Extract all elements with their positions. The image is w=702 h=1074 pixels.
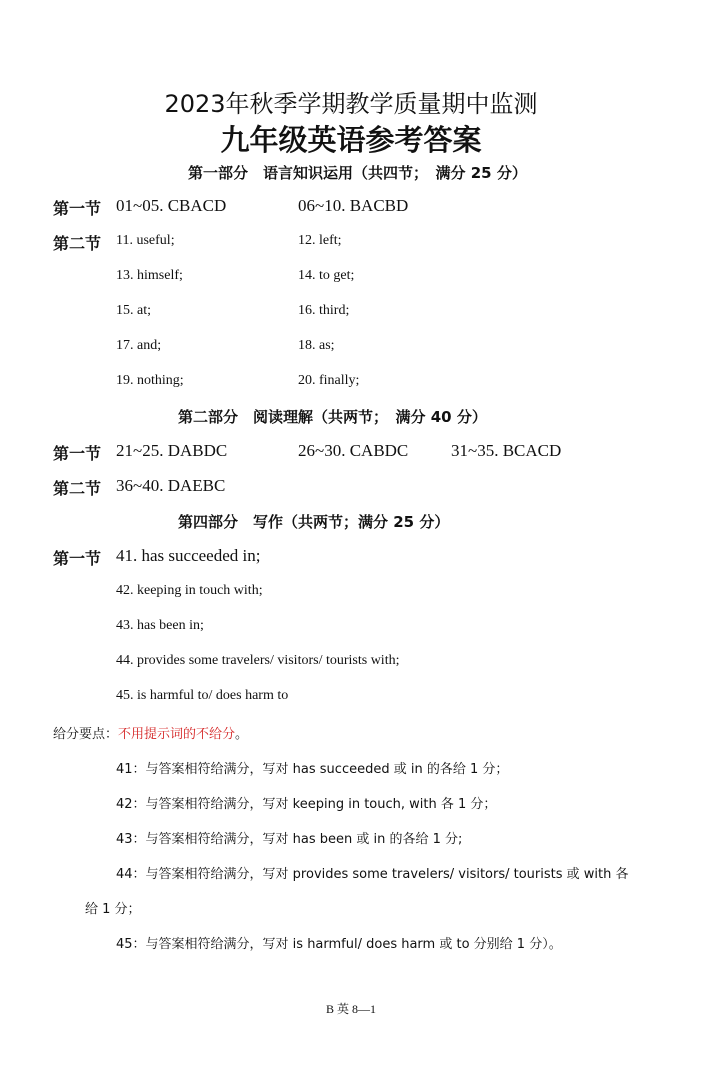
part2-heading: 第二部分 阅读理解（共两节； 满分 40 分） bbox=[178, 408, 487, 426]
item-20: 20. finally; bbox=[298, 373, 360, 388]
answer-01-05: 01~05. CBACD bbox=[116, 196, 227, 215]
scoring-line-44: 44：与答案相符给满分，写对 provides some travelers/ visitors/ tourists 或 with 各 bbox=[116, 867, 629, 882]
scoring-tail: 。 bbox=[235, 727, 249, 742]
item-13: 13. himself; bbox=[116, 268, 183, 283]
scoring-line-41: 41：与答案相符给满分，写对 has succeeded 或 in 的各给 1 分； bbox=[116, 762, 509, 777]
scoring-line-44-cont: 给 1 分； bbox=[85, 902, 141, 917]
part1-section2-label: 第二节 bbox=[53, 234, 102, 253]
item-15: 15. at; bbox=[116, 303, 151, 318]
item-18: 18. as; bbox=[298, 338, 335, 353]
scoring-header bbox=[53, 723, 248, 742]
scoring-line-43: 43：与答案相符给满分，写对 has been 或 in 的各给 1 分; bbox=[116, 832, 463, 847]
item-44: 44. provides some travelers/ visitors/ tourists with; bbox=[116, 653, 400, 668]
item-16: 16. third; bbox=[298, 303, 350, 318]
item-43: 43. has been in; bbox=[116, 618, 204, 633]
answer-31-35: 31~35. BCACD bbox=[451, 441, 562, 460]
part2-section1-label: 第一节 bbox=[53, 444, 102, 463]
part4-section1-label: 第一节 bbox=[53, 549, 102, 568]
scoring-label: 给分要点： bbox=[53, 727, 119, 742]
item-19: 19. nothing; bbox=[116, 373, 184, 388]
title-line1: 2023年秋季学期教学质量期中监测 bbox=[164, 90, 538, 118]
item-41: 41. has succeeded in; bbox=[116, 546, 261, 565]
part1-section1-label: 第一节 bbox=[53, 199, 102, 218]
page-footer: B 英 8—1 bbox=[325, 1002, 376, 1016]
item-45: 45. is harmful to/ does harm to bbox=[116, 688, 289, 703]
item-17: 17. and; bbox=[116, 338, 162, 353]
item-42: 42. keeping in touch with; bbox=[116, 583, 263, 598]
scoring-highlight: 不用提示词的不给分 bbox=[118, 727, 236, 742]
item-11: 11. useful; bbox=[116, 233, 175, 248]
title-line2: 九年级英语参考答案 bbox=[220, 123, 482, 157]
item-12: 12. left; bbox=[298, 233, 342, 248]
scoring-line-42: 42：与答案相符给满分，写对 keeping in touch, with 各 1 分； bbox=[116, 797, 497, 812]
part2-section2-label: 第二节 bbox=[53, 479, 102, 498]
answer-21-25: 21~25. DABDC bbox=[116, 441, 228, 460]
scoring-line-45: 45：与答案相符给满分，写对 is harmful/ does harm 或 to 分别给 1 分）。 bbox=[116, 937, 562, 952]
part1-heading: 第一部分 语言知识运用（共四节； 满分 25 分） bbox=[188, 164, 527, 182]
part4-heading: 第四部分 写作（共两节；满分 25 分） bbox=[178, 513, 450, 531]
item-14: 14. to get; bbox=[298, 268, 355, 283]
answer-36-40: 36~40. DAEBC bbox=[116, 476, 226, 495]
answer-26-30: 26~30. CABDC bbox=[298, 441, 409, 460]
answer-06-10: 06~10. BACBD bbox=[298, 196, 409, 215]
